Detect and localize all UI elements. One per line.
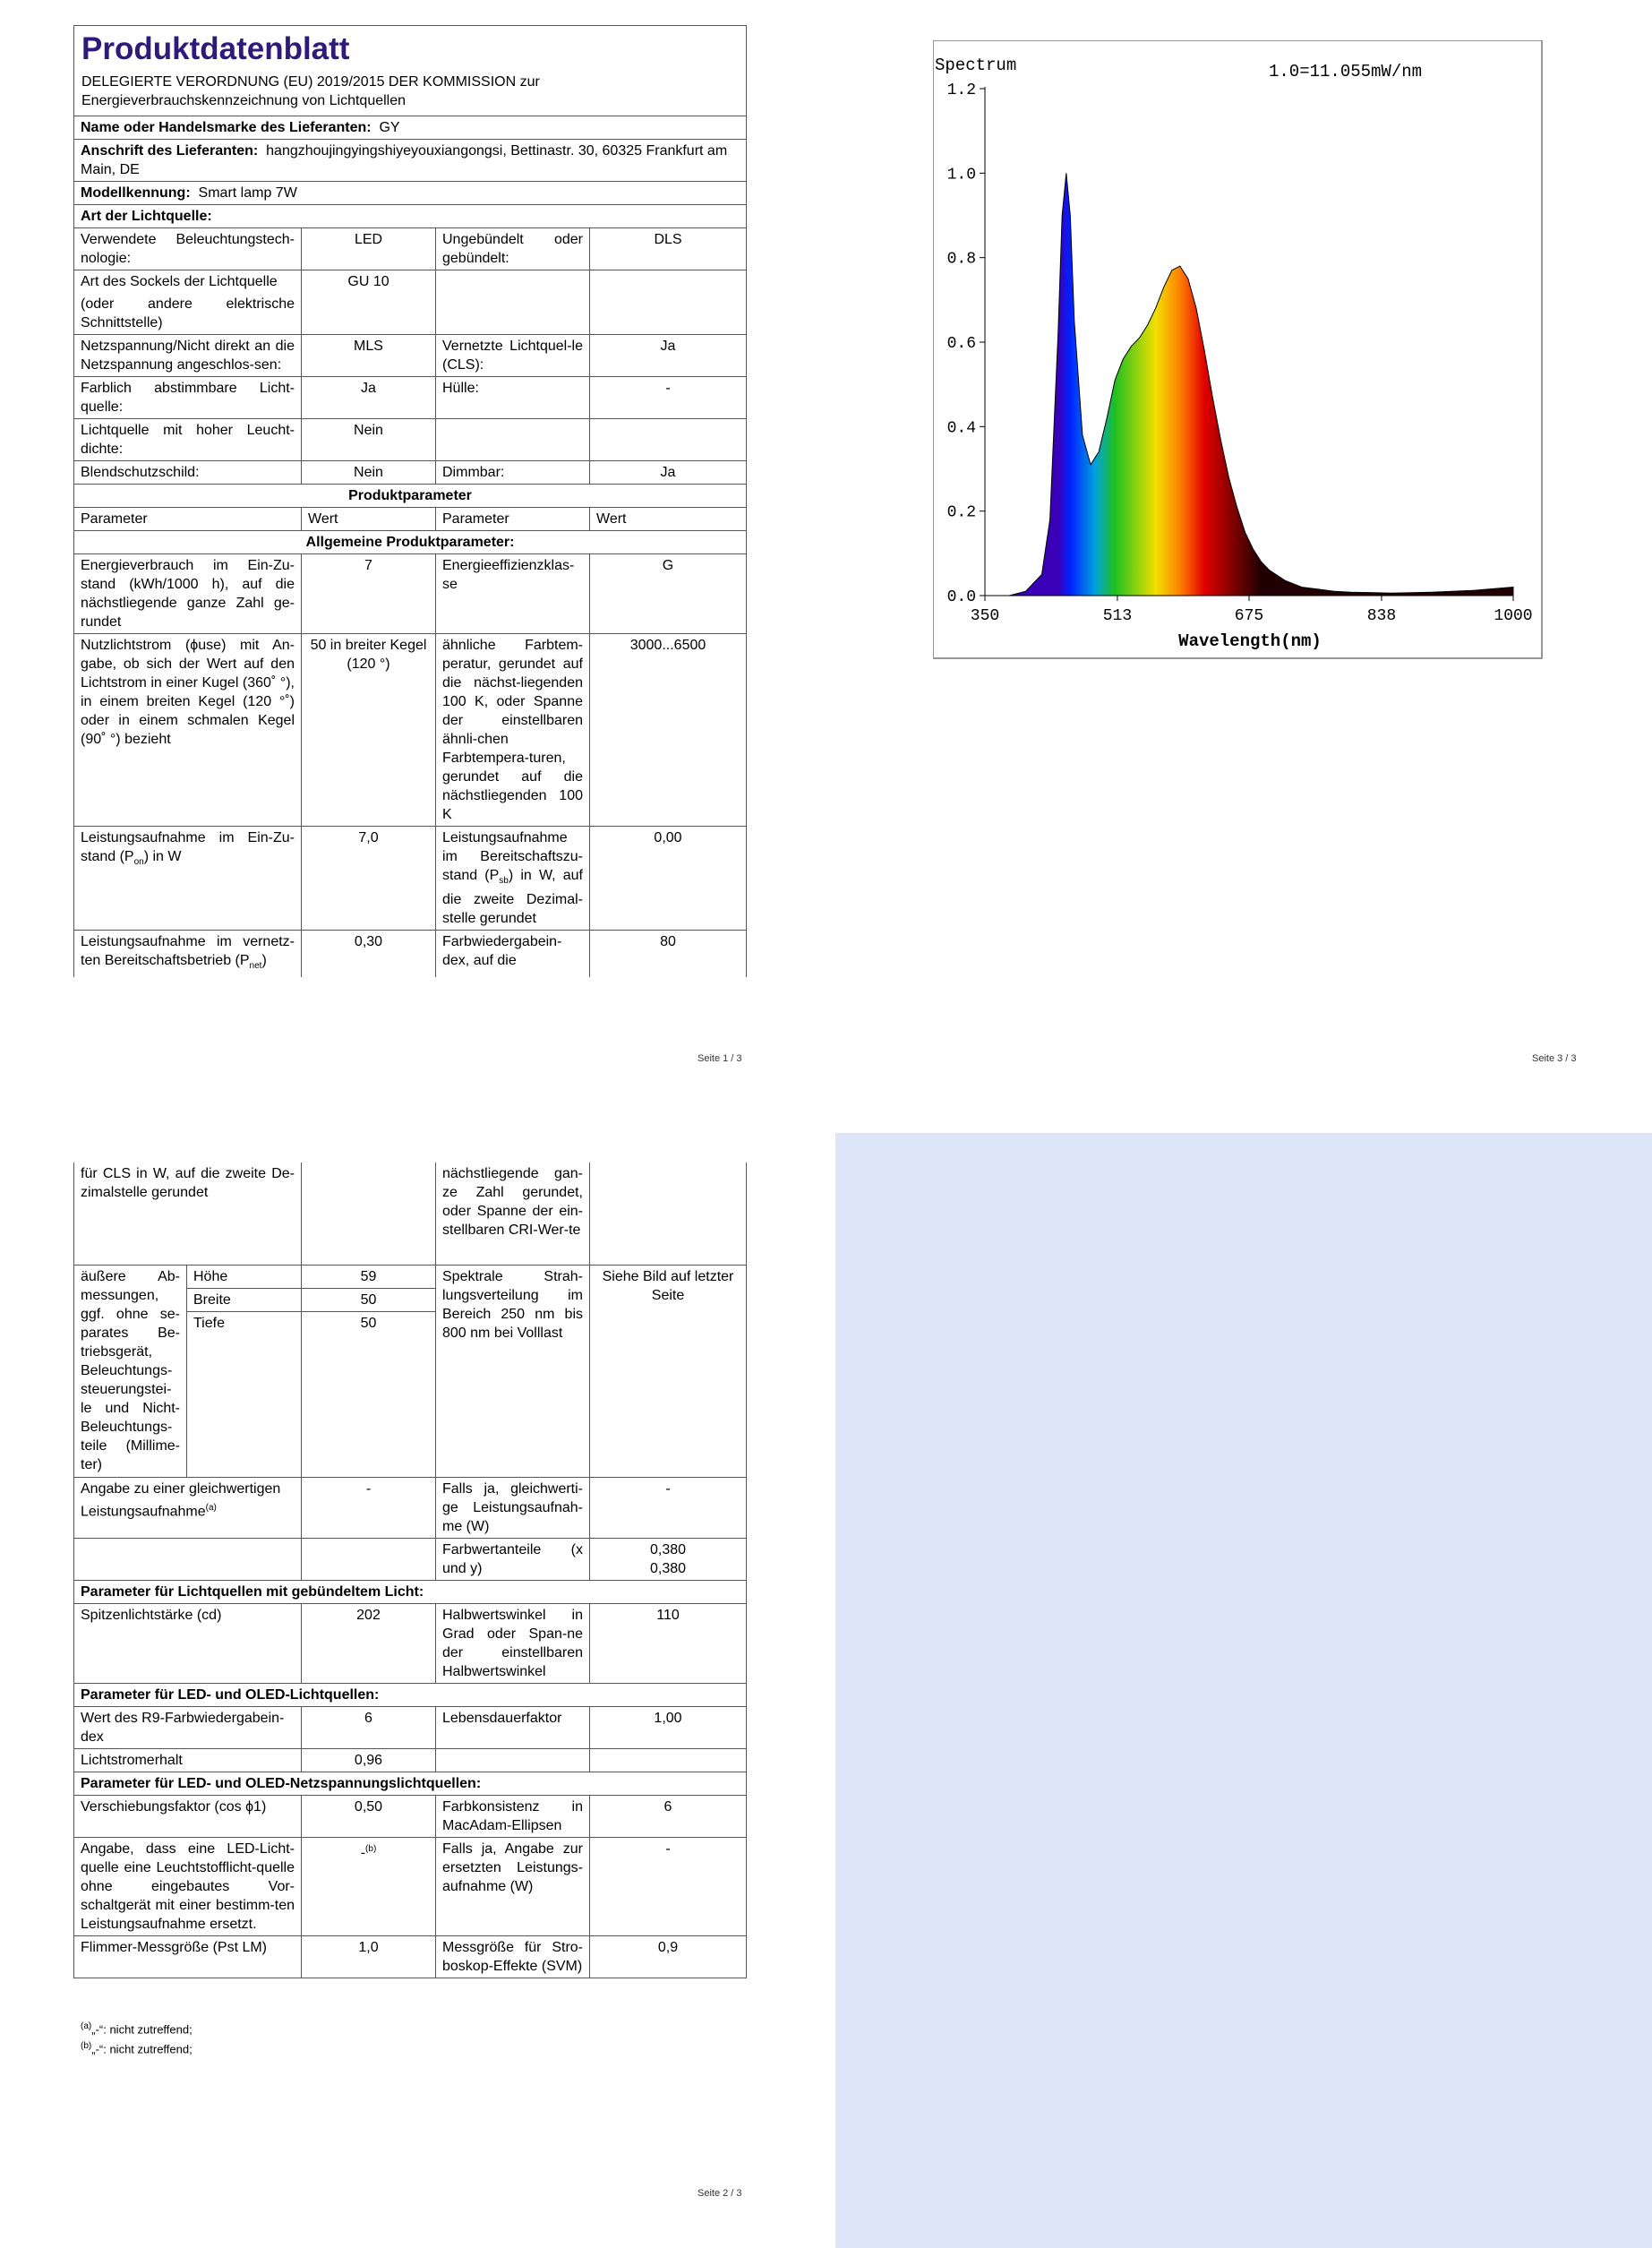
flux-value: 50 in breiter Kegel (120 °): [302, 634, 436, 827]
type-heading: Art der Lichtquelle:: [74, 205, 747, 228]
cri-label: Farbwiedergabein-dex, auf die: [436, 931, 590, 978]
supplier-name-value: GY: [379, 120, 400, 135]
pnet-label: [74, 931, 302, 978]
col-header-parameter: Parameter: [74, 508, 302, 531]
maint-label: Lichtstromerhalt: [74, 1749, 302, 1772]
r9-value: 6: [302, 1707, 436, 1749]
supplier-address-value: hangzhoujingyingshiyeyouxiangongsi, Bettinastr. 30, 60325 Frankfurt am Main, DE: [81, 143, 728, 177]
high-luminance-value: Nein: [302, 419, 436, 461]
bundled-value: DLS: [590, 228, 747, 270]
pon-value: 7,0: [302, 827, 436, 931]
tech-label: Verwendete Beleuchtungstech-nologie:: [74, 228, 302, 270]
energy-value: 7: [302, 554, 436, 634]
anti-glare-value: Nein: [302, 461, 436, 485]
y-tick-label: 0.6: [946, 335, 976, 353]
empty-cell: [436, 419, 590, 461]
eff-class-value: G: [590, 554, 747, 634]
empty-cell: [302, 1163, 436, 1266]
chrom-value: [590, 1539, 747, 1581]
cct-label: ähnliche Farbtem-peratur, gerundet auf die nächst-liegenden 100 K, oder Spanne der einstellbaren ähnli-chen Farbtempera-turen, gerundet auf die nächstliegenden 100 K: [436, 634, 590, 827]
mains-label: Netzspannung/Nicht direkt an die Netzspannung angeschlos-sen:: [74, 335, 302, 377]
col-header-value: Wert: [590, 508, 747, 531]
equiv-power-value: -: [590, 1478, 747, 1539]
page-1-footer: Seite 1 / 3: [698, 1053, 742, 1064]
footnote-b: [81, 2038, 193, 2058]
supplier-address-label: Anschrift des Lieferanten:: [81, 143, 259, 159]
empty-cell: [74, 1539, 302, 1581]
height-value: 59: [302, 1266, 436, 1289]
mains-value: MLS: [302, 335, 436, 377]
col-header-parameter: Parameter: [436, 508, 590, 531]
footnote-a-sup: (a): [81, 2021, 92, 2031]
x-tick-label: 1000: [1494, 607, 1533, 625]
empty-cell: [436, 1749, 590, 1772]
beam-label: Halbwertswinkel in Grad oder Span-ne der einstellbaren Halbwertswinkel: [436, 1604, 590, 1684]
empty-cell: [590, 1749, 747, 1772]
width-value: 50: [302, 1289, 436, 1312]
peak-label: Spitzenlichtstärke (cd): [74, 1604, 302, 1684]
height-label: Höhe: [187, 1266, 302, 1289]
product-params-heading: Produktparameter: [74, 485, 747, 508]
footnote-b-text: „-“: nicht zutreffend;: [91, 2042, 193, 2056]
page-2-footer: Seite 2 / 3: [698, 2188, 742, 2199]
y-tick-label: 0.2: [946, 503, 976, 522]
envelope-value: -: [590, 377, 747, 419]
replace-power-label: Falls ja, Angabe zur ersetzten Leistungs-aufnahme (W): [436, 1838, 590, 1936]
replace-power-value: -: [590, 1838, 747, 1936]
x-axis-label: Wavelength(nm): [1178, 631, 1322, 651]
maint-value: 0,96: [302, 1749, 436, 1772]
strobo-value: 0,9: [590, 1936, 747, 1978]
model-label: Modellkennung:: [81, 185, 191, 201]
footnote-a: [81, 2018, 193, 2038]
pnet-value: 0,30: [302, 931, 436, 978]
peak-value: 202: [302, 1604, 436, 1684]
empty-cell: [590, 270, 747, 335]
survival-label: Lebensdauerfaktor: [436, 1707, 590, 1749]
page-1: [0, 0, 828, 1120]
cri-label-continued: nächstliegende gan-ze Zahl gerundet, oder Spanne der ein-stellbaren CRI-Wer-te: [436, 1163, 590, 1266]
cls-label: Vernetzte Lichtquel-le (CLS):: [436, 335, 590, 377]
empty-cell: [302, 1539, 436, 1581]
y-tick-label: 1.0: [946, 166, 976, 184]
spd-label: Spektrale Strah-lungsverteilung im Bereich 250 nm bis 800 nm bei Volllast: [436, 1266, 590, 1478]
chrom-y: 0,380: [649, 1561, 687, 1576]
equiv-label-sup: (a): [205, 1503, 217, 1513]
psb-label: [436, 827, 590, 931]
flicker-label: Flimmer-Messgröße (Pst LM): [74, 1936, 302, 1978]
socket-label-cell: [74, 270, 302, 335]
empty-cell: [590, 1163, 747, 1266]
equiv-value: -: [302, 1478, 436, 1539]
socket-value: GU 10: [302, 270, 436, 335]
dimmable-value: Ja: [590, 461, 747, 485]
cct-value: 3000...6500: [590, 634, 747, 827]
doc-title: Produktdatenblatt: [81, 31, 350, 66]
model-row: [74, 182, 747, 205]
bundled-label: Ungebündelt oder gebündelt:: [436, 228, 590, 270]
cri-value: 80: [590, 931, 747, 978]
supplier-name-label: Name oder Handelsmarke des Lieferanten:: [81, 120, 372, 135]
datasheet-table-page-1: [73, 25, 747, 977]
blank-area: [835, 1133, 1652, 2248]
dpf-label: Verschiebungsfaktor (cos ϕ1): [74, 1796, 302, 1838]
high-luminance-label: Lichtquelle mit hoher Leucht-dichte:: [74, 419, 302, 461]
spectrum-chart: [933, 40, 1546, 663]
chrom-label: Farbwertanteile (x und y): [436, 1539, 590, 1581]
eff-class-label: Energieeffizienzklas-se: [436, 554, 590, 634]
empty-cell: [436, 270, 590, 335]
chart-annotation: 1.0=11.055mW/nm: [1269, 62, 1423, 82]
depth-label: Tiefe: [187, 1312, 302, 1478]
page-3-footer: Seite 3 / 3: [1532, 1053, 1577, 1064]
envelope-label: Hülle:: [436, 377, 590, 419]
footnote-b-sup: (b): [81, 2041, 92, 2051]
tech-value: LED: [302, 228, 436, 270]
directional-heading: Parameter für Lichtquellen mit gebündeltem Licht:: [74, 1581, 747, 1604]
replace-value: [302, 1838, 436, 1936]
pon-label: [74, 827, 302, 931]
x-tick-label: 675: [1234, 607, 1264, 625]
energy-label: Energieverbrauch im Ein-Zu-stand (kWh/1000 h), auf die nächstliegende ganze Zahl ge-rundet: [74, 554, 302, 634]
y-tick-label: 0.4: [946, 419, 976, 438]
socket-label: Art des Sockels der Lichtquelle: [81, 274, 278, 289]
col-header-value: Wert: [302, 508, 436, 531]
width-label: Breite: [187, 1289, 302, 1312]
psb-value: 0,00: [590, 827, 747, 931]
equiv-label: [74, 1478, 302, 1539]
dpf-value: 0,50: [302, 1796, 436, 1838]
title-cell: [74, 26, 747, 116]
colour-cons-value: 6: [590, 1796, 747, 1838]
replace-value-text: -: [360, 1845, 366, 1861]
anti-glare-label: Blendschutzschild:: [74, 461, 302, 485]
empty-cell: [590, 419, 747, 461]
doc-subtitle: DELEGIERTE VERORDNUNG (EU) 2019/2015 DER KOMMISSION zur Energieverbrauchskennzeichnung von Lichtquellen: [81, 74, 540, 108]
psb-label-text: Leistungsaufnahme im Bereitschaftszu-stand (P: [442, 830, 583, 883]
color-tunable-label: Farblich abstimmbare Licht-quelle:: [74, 377, 302, 419]
y-tick-label: 0.0: [946, 588, 976, 606]
pnet-label-text: Leistungsaufnahme im vernetz-ten Bereitschaftsbetrieb (P: [81, 934, 295, 969]
flicker-value: 1,0: [302, 1936, 436, 1978]
psb-label-sub: sb: [499, 876, 509, 887]
x-tick-label: 838: [1366, 607, 1397, 625]
cls-value: Ja: [590, 335, 747, 377]
footnote-a-text: „-“: nicht zutreffend;: [91, 2022, 193, 2037]
equiv-power-label: Falls ja, gleichwerti-ge Leistungsaufnah-me (W): [436, 1478, 590, 1539]
pnet-label-tail: ): [261, 953, 267, 969]
psb-label-tail: ) in W, auf die zweite Dezimal-stelle gerundet: [442, 868, 583, 927]
colour-cons-label: Farbkonsistenz in MacAdam-Ellipsen: [436, 1796, 590, 1838]
survival-value: 1,00: [590, 1707, 747, 1749]
chrom-x: 0,380: [649, 1542, 687, 1557]
x-tick-label: 350: [970, 607, 1000, 625]
led-heading: Parameter für LED- und OLED-Lichtquellen:: [74, 1684, 747, 1707]
datasheet-table-page-2: [73, 1163, 747, 1978]
replace-value-sup: (b): [365, 1844, 377, 1854]
depth-value: 50: [302, 1312, 436, 1478]
color-tunable-value: Ja: [302, 377, 436, 419]
pon-label-sub: on: [133, 857, 144, 868]
pnet-label-continued: für CLS in W, auf die zweite De-zimalstelle gerundet: [74, 1163, 302, 1266]
socket-label-note: (oder andere elektrische Schnittstelle): [81, 296, 295, 330]
page-2: [0, 1133, 828, 2248]
x-tick-label: 513: [1102, 607, 1133, 625]
general-params-heading: Allgemeine Produktparameter:: [74, 531, 747, 554]
led-mains-heading: Parameter für LED- und OLED-Netzspannungslichtquellen:: [74, 1772, 747, 1796]
strobo-label: Messgröße für Stro-boskop-Effekte (SVM): [436, 1936, 590, 1978]
flux-label: Nutzlichtstrom (ϕuse) mit An-gabe, ob sich der Wert auf den Lichtstrom in einer Kugel (360˚ °), in einem breiten Kegel (120 °˚) oder in einem schmalen Kegel (90˚ °) bezieht: [74, 634, 302, 827]
replace-label: Angabe, dass eine LED-Licht-quelle eine Leuchtstofflicht-quelle ohne eingebautes Vor-schaltgerät mit einer bestimm-ten Leistungsaufnahme ersetzt.: [74, 1838, 302, 1936]
y-tick-label: 0.8: [946, 250, 976, 269]
pon-label-text: Leistungsaufnahme im Ein-Zu-stand (P: [81, 830, 295, 864]
dims-label: äußere Ab-messungen, ggf. ohne se-parates Be-triebsgerät, Beleuchtungs-steuerungstei-le und Nicht-Beleuchtungs-teile (Millime-ter): [74, 1266, 187, 1478]
pon-label-tail: ) in W: [143, 849, 182, 864]
model-value: Smart lamp 7W: [198, 185, 297, 201]
beam-value: 110: [590, 1604, 747, 1684]
equiv-label-text: Angabe zu einer gleichwertigen Leistungsaufnahme: [81, 1481, 281, 1520]
chart-title: Spectrum: [935, 56, 1017, 75]
r9-label: Wert des R9-Farbwiedergabein-dex: [74, 1707, 302, 1749]
spd-value: Siehe Bild auf letzter Seite: [590, 1266, 747, 1478]
y-tick-label: 1.2: [946, 82, 976, 99]
pnet-label-sub: net: [249, 961, 262, 972]
supplier-address-row: [74, 140, 747, 182]
supplier-name-row: [74, 116, 747, 140]
dimmable-label: Dimmbar:: [436, 461, 590, 485]
